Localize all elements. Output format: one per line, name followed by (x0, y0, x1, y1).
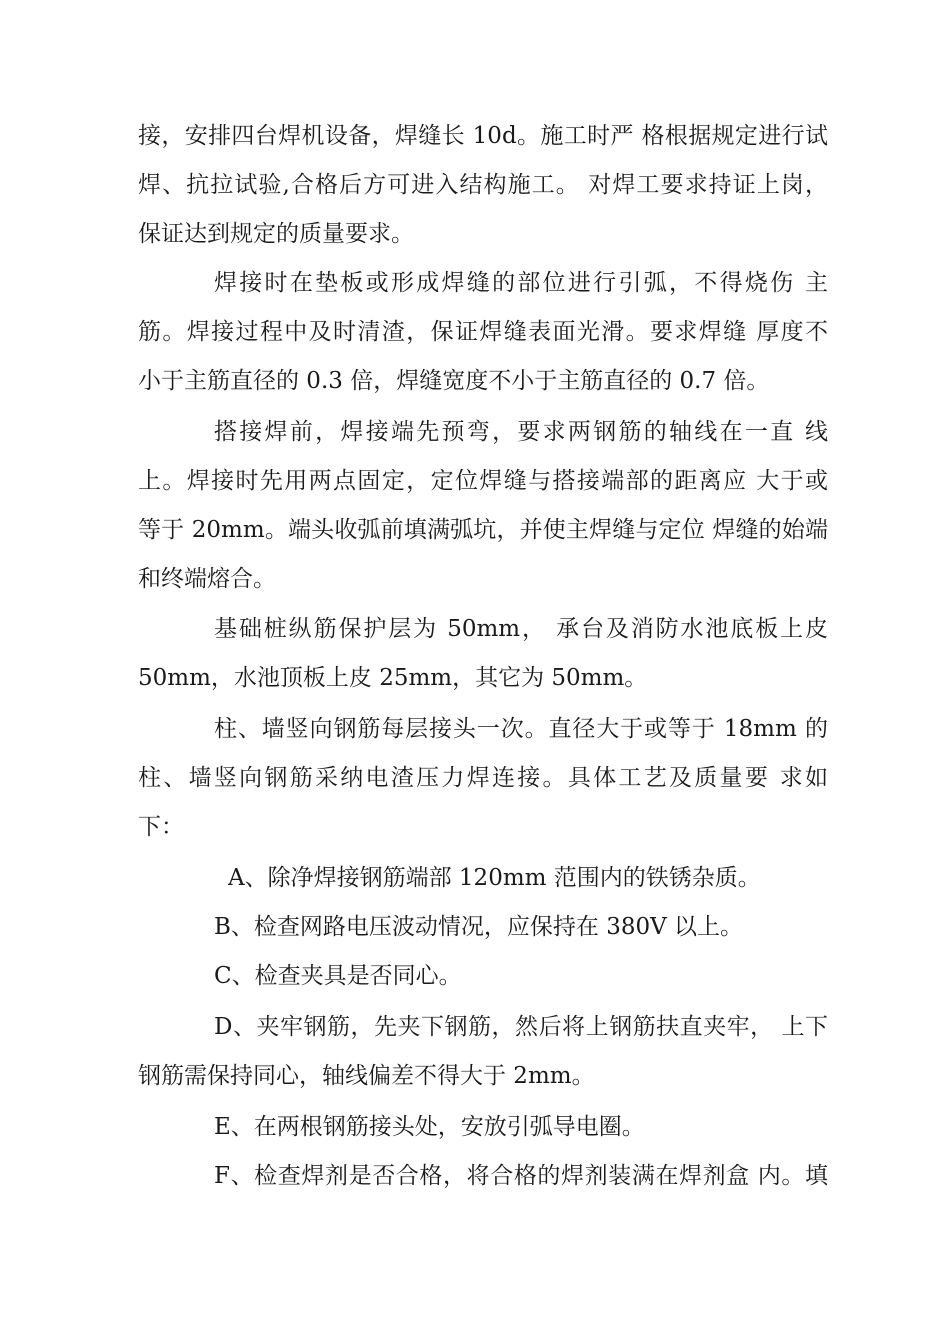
text-line: 焊、抗拉试验,合格后方可进入结构施工。 对焊工要求持证上岗， (138, 172, 828, 198)
text-line: C、检查夹具是否同心。 (214, 963, 462, 989)
text-line: 基础桩纵筋保护层为 50mm， 承台及消防水池底板上皮 (214, 616, 828, 642)
text-line: A、除净焊接钢筋端部 120mm 范围内的铁锈杂质。 (228, 865, 761, 891)
text-line: 保证达到规定的质量要求。 (138, 221, 414, 247)
text-line: 小于主筋直径的 0.3 倍，焊缝宽度不小于主筋直径的 0.7 倍。 (138, 368, 770, 394)
text-line: E、在两根钢筋接头处，安放引弧导电圈。 (214, 1114, 645, 1140)
text-line: 筋。焊接过程中及时清渣，保证焊缝表面光滑。要求焊缝 厚度不 (138, 319, 828, 345)
text-line: 50mm，水池顶板上皮 25mm，其它为 50mm。 (138, 665, 648, 691)
text-line: 上。焊接时先用两点固定，定位焊缝与搭接端部的距离应 大于或 (138, 468, 828, 494)
text-line: 下： (138, 814, 184, 840)
text-line: 等于 20mm。端头收弧前填满弧坑，并使主焊缝与定位 焊缝的始端 (138, 517, 828, 543)
text-line: 接，安排四台焊机设备，焊缝长 10d。施工时严 格根据规定进行试 (138, 123, 828, 149)
text-line: 搭接焊前，焊接端先预弯，要求两钢筋的轴线在一直 线 (214, 419, 828, 445)
text-line: 焊接时在垫板或形成焊缝的部位进行引弧，不得烧伤 主 (214, 270, 828, 296)
text-line: 和终端熔合。 (138, 566, 276, 592)
text-line: 柱、墙竖向钢筋每层接头一次。直径大于或等于 18mm 的 (214, 716, 828, 742)
text-line: 钢筋需保持同心，轴线偏差不得大于 2mm。 (138, 1063, 595, 1089)
text-line: F、检查焊剂是否合格，将合格的焊剂装满在焊剂盒 内。填 (214, 1163, 828, 1189)
text-line: 柱、墙竖向钢筋采纳电渣压力焊连接。具体工艺及质量要 求如 (138, 765, 828, 791)
text-line: D、夹牢钢筋，先夹下钢筋，然后将上钢筋扶直夹牢， 上下 (214, 1014, 828, 1040)
text-line: B、检查网路电压波动情况，应保持在 380V 以上。 (214, 914, 744, 940)
